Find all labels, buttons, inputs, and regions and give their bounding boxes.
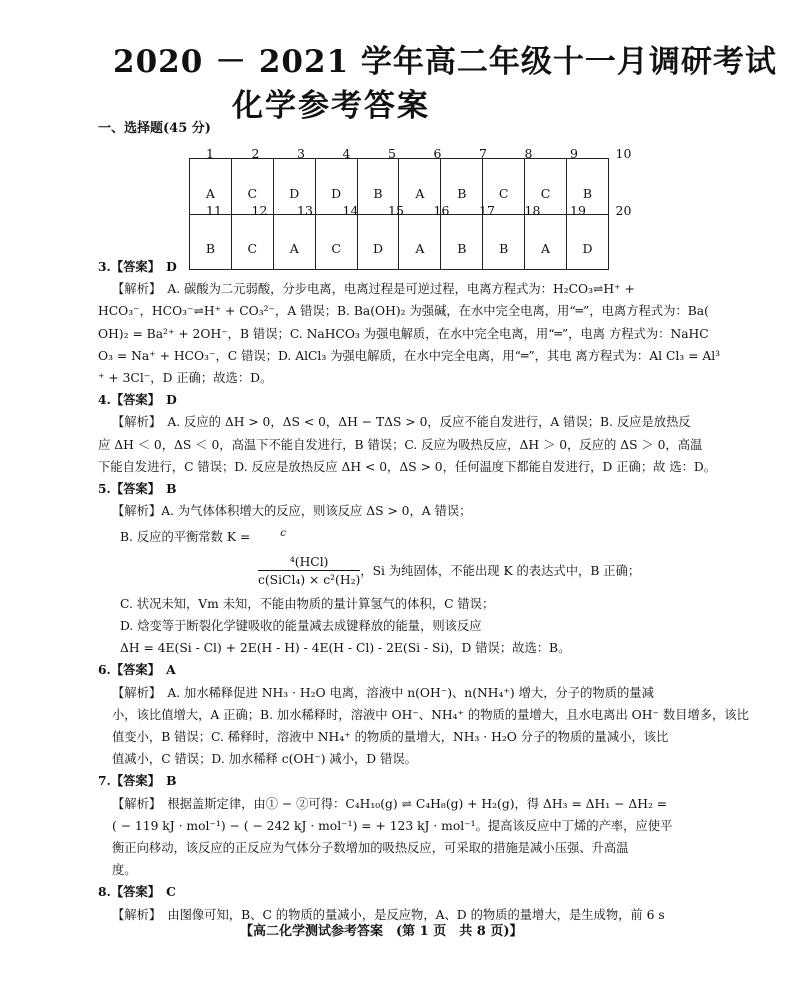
line-text: 值减小，C 错误；D. 加水稀释 c(OH⁻) 减小，D 错误。 <box>112 752 417 767</box>
text-line <box>98 637 794 659</box>
text-line <box>98 411 794 433</box>
answer-cell: A <box>399 214 441 270</box>
fraction <box>258 554 360 589</box>
text-line <box>98 434 794 456</box>
answer-cell: C <box>315 214 357 270</box>
question-number: 9 <box>570 146 578 161</box>
answer-cell: A <box>273 214 315 270</box>
line-text: ⁺ + 3Cl⁻，D 正确；故选：D。 <box>98 371 273 386</box>
text-line <box>98 593 794 615</box>
question-number: 12 <box>251 203 268 218</box>
answer-heading <box>98 478 794 500</box>
question-number: 7 <box>479 146 487 161</box>
question-number: 16 <box>433 203 450 218</box>
answer-cell: B <box>190 214 232 270</box>
text-line <box>98 500 794 522</box>
line-text: 下能自发进行，C 错误；D. 反应是放热反应 ΔH < 0，ΔS > 0，任何温度下都能自发进行，D 正确；故 选：D。 <box>98 459 717 474</box>
line-text: 值变小，B 错误；C. 稀释时，溶液中 NH₄⁺ 的物质的量增大，NH₃ · H₂O 分子的物质的量减小，该比 <box>112 729 669 744</box>
answer-cell: A <box>399 159 441 215</box>
line-text: 【解析】 A. 碳酸为二元弱酸，分步电离，电离过程是可逆过程，电离方程式为：H₂CO₃⇌H⁺ + <box>112 282 635 297</box>
question-number: 4 <box>342 146 351 161</box>
text-line <box>98 456 794 478</box>
line-text: 【解析】 A. 加水稀释促进 NH₃ · H₂O 电离，溶液中 n(OH⁻)、n(NH₄⁺) 增大，分子的物质的量减 <box>112 685 654 700</box>
answer-cell: D <box>315 159 357 215</box>
equation-text: ，Si 为纯固体，不能出现 K 的表达式中，B 正确； <box>360 563 641 578</box>
text-line <box>98 522 794 548</box>
line-text: 3.【答案】 D <box>98 259 177 274</box>
page-footer: 【高二化学测试参考答案 (第 1 页 共 8 页)】 <box>240 924 523 939</box>
text-line <box>98 682 794 704</box>
text-line <box>98 859 794 881</box>
line-text: 【解析】A. 为气体体积增大的反应，则该反应 ΔS > 0，A 错误； <box>112 504 472 519</box>
answer-cell: C <box>483 159 525 215</box>
text-line <box>98 345 794 367</box>
line-text: O₃ = Na⁺ + HCO₃⁻，C 错误；D. AlCl₃ 为强电解质，在水中完全电离，用“═”，其电 离方程式为：Al Cl₃ = Al³ <box>98 348 721 363</box>
line-text: 8.【答案】 C <box>98 884 176 900</box>
text-line <box>98 748 794 770</box>
answer-cell: B <box>357 159 399 215</box>
line-text: D. 焓变等于断裂化学键吸收的能量减去成键释放的能量，则该反应 <box>120 618 482 633</box>
text-line <box>98 300 794 322</box>
fraction-numerator: ⁴(HCl) <box>258 554 360 571</box>
line-text: 【解析】 A. 反应的 ΔH > 0，ΔS < 0，ΔH − TΔS > 0，反应不能自发进行，A 错误；B. 反应是放热反 <box>112 415 691 430</box>
answer-cell: C <box>525 159 567 215</box>
question-number: 17 <box>479 203 495 218</box>
answer-heading <box>98 881 794 903</box>
line-text: 衡正向移动，该反应的正反应为气体分子数增加的吸热反应，可采取的措施是减小压强、升高温 <box>112 840 629 855</box>
question-number: 6 <box>433 146 442 161</box>
question-number: 1 <box>206 146 214 161</box>
question-number: 19 <box>570 203 586 218</box>
line-text: 6.【答案】 A <box>98 662 176 678</box>
answer-heading <box>98 256 794 278</box>
question-number: 15 <box>388 203 404 218</box>
line-text: 小，该比值增大，A 正确；B. 加水稀释时，溶液中 OH⁻、NH₄⁺ 的物质的量增大，且水电离出 OH⁻ 数目增多，该比 <box>112 707 749 722</box>
question-number: 3 <box>297 146 305 161</box>
text-line <box>98 323 794 345</box>
answer-content <box>98 256 794 926</box>
answer-cell: B <box>483 214 525 270</box>
line-text: C. 状况未知，Vm 未知，不能由物质的量计算氢气的体积，C 错误； <box>120 596 495 611</box>
question-number: 13 <box>297 203 313 218</box>
page-subtitle: 化学参考答案 <box>232 88 430 124</box>
text-line <box>98 367 794 389</box>
answer-heading <box>98 389 794 411</box>
question-number: 14 <box>342 203 359 218</box>
question-number: 20 <box>615 203 632 218</box>
text-line <box>98 793 794 815</box>
question-number: 2 <box>251 146 260 161</box>
superscript: c <box>280 527 286 540</box>
answer-cell: B <box>441 214 483 270</box>
line-text: B. 反应的平衡常数 K = <box>120 530 251 545</box>
answer-cell: C <box>231 159 273 215</box>
line-text: 【解析】 由图像可知，B、C 的物质的量减小，是反应物，A、D 的物质的量增大，是生成物，前 6 s <box>112 907 665 922</box>
answer-cell: D <box>357 214 399 270</box>
answer-cell: A <box>525 214 567 270</box>
question-number: 8 <box>524 146 533 161</box>
question-number: 5 <box>388 146 396 161</box>
answer-cell: A <box>190 159 232 215</box>
answer-cell: D <box>273 159 315 215</box>
line-text: 度。 <box>112 863 137 878</box>
line-text: ( − 119 kJ · mol⁻¹) − ( − 242 kJ · mol⁻¹) = + 123 kJ · mol⁻¹。提高该反应中丁烯的产率，应使平 <box>112 818 673 833</box>
line-text: OH)₂ = Ba²⁺ + 2OH⁻，B 错误；C. NaHCO₃ 为强电解质，在水中完全电离，用“═”，电离 方程式为：NaHC <box>98 326 709 341</box>
question-number: 11 <box>206 203 222 218</box>
fraction-denominator: c(SiCl₄) × c²(H₂) <box>258 572 361 587</box>
text-line <box>98 704 794 726</box>
text-line <box>98 815 794 837</box>
equilibrium-expression <box>98 549 794 593</box>
answer-heading <box>98 659 794 681</box>
line-text: 5.【答案】 B <box>98 481 177 497</box>
text-line <box>98 278 794 300</box>
line-text: 7.【答案】 B <box>98 773 177 789</box>
line-text: 应 ΔH ＜ 0，ΔS ＜ 0，高温下不能自发进行，B 错误；C. 反应为吸热反应，ΔH ＞ 0，反应的 ΔS ＞ 0，高温 <box>98 437 703 452</box>
answer-heading <box>98 770 794 792</box>
line-text: 4.【答案】 D <box>98 392 177 408</box>
line-text: 【解析】 根据盖斯定律，由① − ②可得：C₄H₁₀(g) ⇌ C₄H₈(g) + H₂(g)，得 ΔH₃ = ΔH₁ − ΔH₂ = <box>112 796 668 811</box>
question-number: 10 <box>615 146 632 161</box>
answer-cell: B <box>441 159 483 215</box>
section-heading: 一、选择题(45 分) <box>98 121 211 136</box>
answer-cell: B <box>567 159 609 215</box>
line-text: HCO₃⁻，HCO₃⁻⇌H⁺ + CO₃²⁻，A 错误；B. Ba(OH)₂ 为强碱，在水中完全电离，用“═”，电离方程式为：Ba( <box>98 304 709 319</box>
question-number: 18 <box>524 203 541 218</box>
text-line <box>98 837 794 859</box>
text-line <box>98 726 794 748</box>
answer-cell: D <box>567 214 609 270</box>
line-text: ΔH = 4E(Si - Cl) + 2E(H - H) - 4E(H - Cl) - 2E(Si - Si)，D 错误；故选：B。 <box>120 641 571 656</box>
answer-cell: C <box>231 214 273 270</box>
text-line <box>98 615 794 637</box>
page-title: 2020 － 2021 学年高二年级十一月调研考试 <box>113 44 777 80</box>
